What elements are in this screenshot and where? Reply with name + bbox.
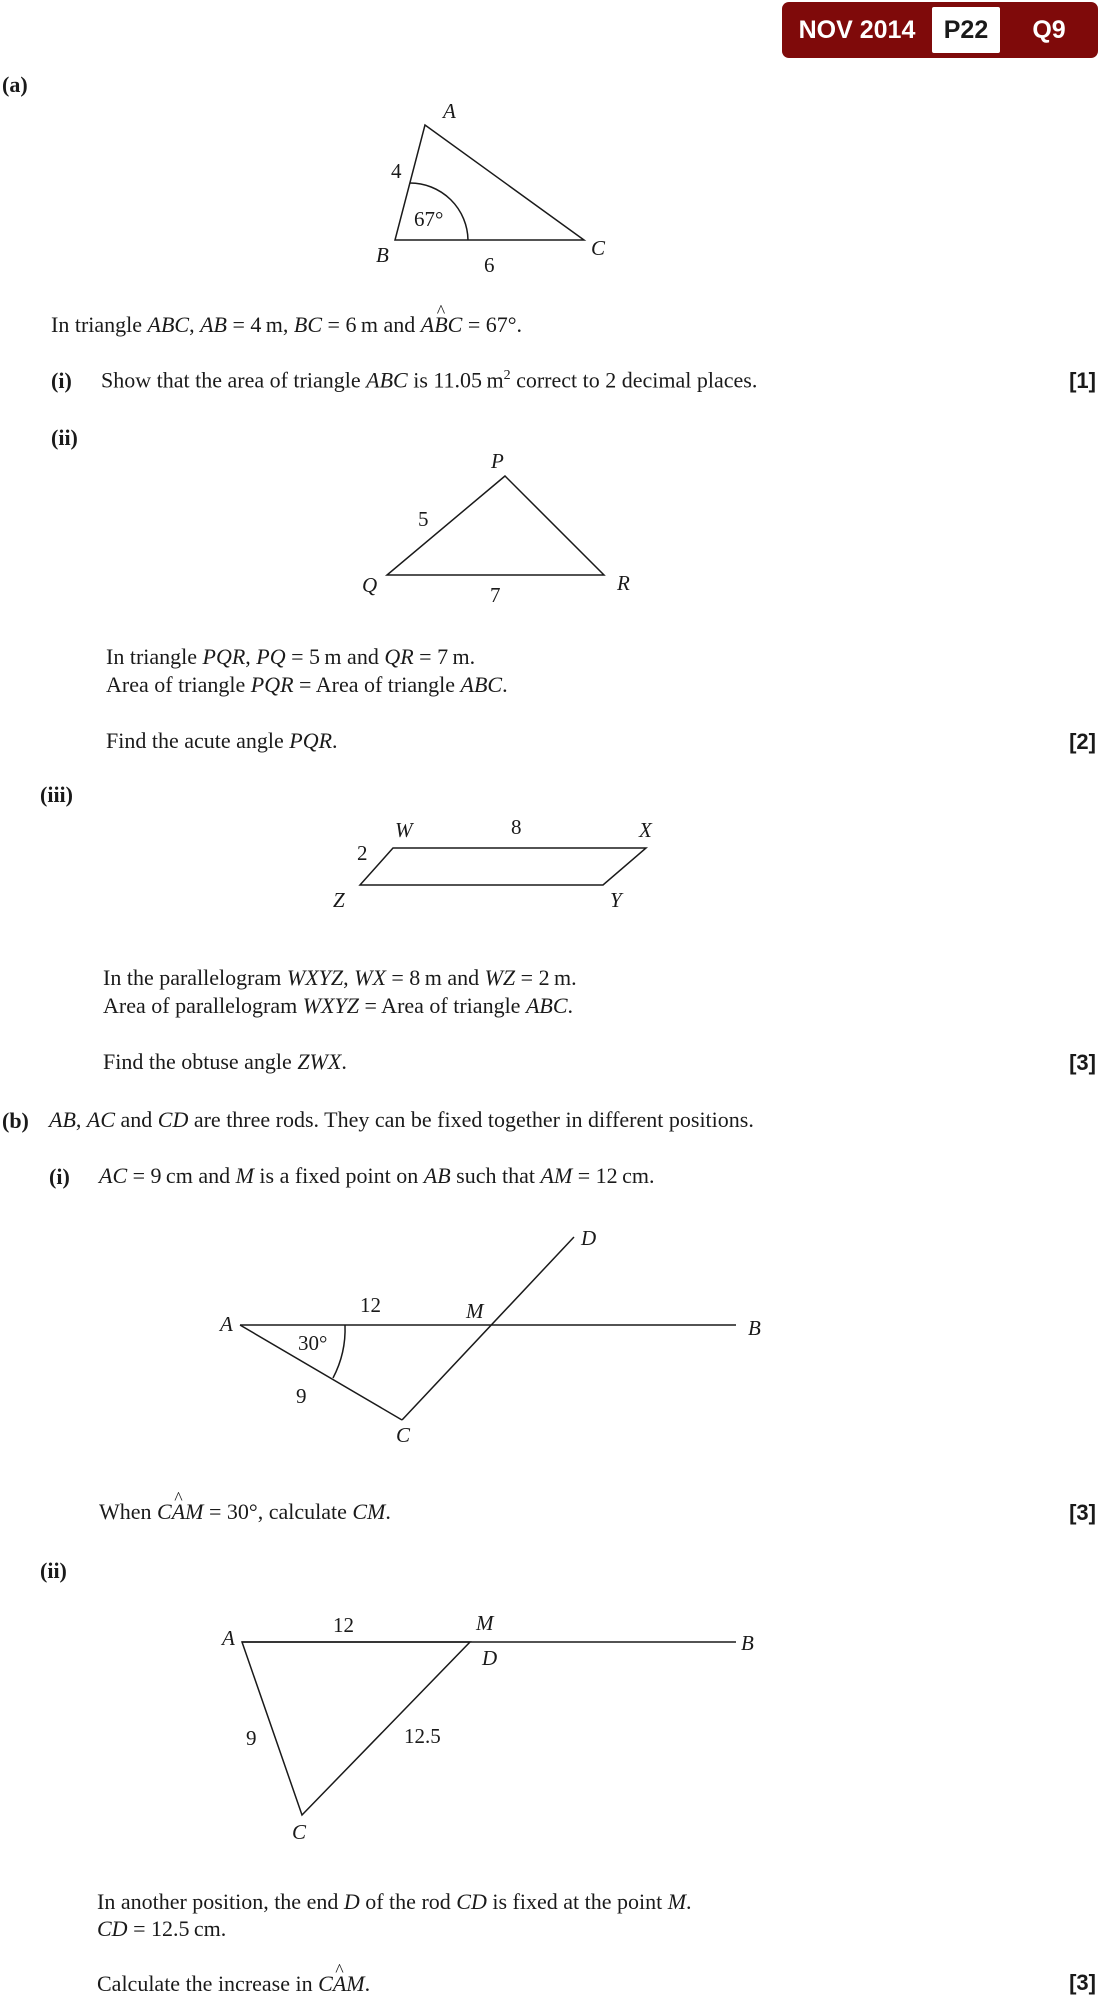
part-a-statement: In triangle ABC, AB = 4 m, BC = 6 m and A^ BC = 67°. bbox=[51, 313, 522, 337]
rods-position-1-diagram bbox=[218, 1226, 761, 1447]
triangle-abc-diagram bbox=[376, 99, 606, 277]
vertex-w-label: W bbox=[395, 818, 413, 842]
length-am: 12 bbox=[360, 1293, 381, 1317]
length-ac: 9 bbox=[296, 1384, 307, 1408]
paper-number: P22 bbox=[932, 7, 1000, 53]
part-b-i-label: (i) bbox=[49, 1164, 70, 1189]
part-b-intro: AB, AC and CD are three rods. They can be fixed together in different positions. bbox=[49, 1107, 754, 1132]
parallelogram-wxyz-diagram bbox=[333, 815, 653, 912]
point-b-label: B bbox=[741, 1631, 754, 1655]
part-b-ii-statement-2: CD = 12.5 cm. bbox=[97, 1916, 227, 1941]
vertex-p-label: P bbox=[491, 449, 504, 473]
side-wx-length: 8 bbox=[511, 815, 522, 839]
part-b-i-marks: [3] bbox=[1069, 1500, 1096, 1525]
exam-session: NOV 2014 bbox=[798, 15, 916, 44]
vertex-r-label: R bbox=[617, 571, 630, 595]
side-bc-length: 6 bbox=[484, 253, 495, 277]
vertex-a-label: A bbox=[443, 99, 456, 123]
side-qr-length: 7 bbox=[490, 583, 501, 607]
vertex-b-label: B bbox=[376, 243, 389, 267]
part-a-ii-marks: [2] bbox=[1069, 729, 1096, 754]
part-a-i-question: Show that the area of triangle ABC is 11.05 $m^2$ correct to 2 decimal places. bbox=[101, 367, 758, 393]
part-b-ii-statement-1: In another position, the end D of the rod CD is fixed at the point M. bbox=[97, 1889, 692, 1914]
part-a-iii-statement-1: In the parallelogram WXYZ, WX = 8 m and WZ = 2 m. bbox=[103, 965, 577, 990]
part-a-ii-question: Find the acute angle PQR. bbox=[106, 728, 338, 753]
part-b-i-statement: AC = 9 cm and M is a fixed point on AB such that AM = 12 cm. bbox=[99, 1163, 655, 1188]
part-b-ii-label: (ii) bbox=[40, 1558, 67, 1583]
point-d-label: D bbox=[581, 1226, 597, 1250]
side-pq-length: 5 bbox=[418, 507, 429, 531]
length-ac: 9 bbox=[246, 1726, 257, 1750]
part-b-ii-marks: [3] bbox=[1069, 1970, 1096, 1995]
rods-position-2-diagram bbox=[220, 1611, 754, 1844]
triangle-pqr-diagram bbox=[362, 449, 630, 607]
point-d-label: D bbox=[482, 1646, 498, 1670]
part-a-iii-statement-2: Area of parallelogram WXYZ = Area of triangle ABC. bbox=[103, 993, 574, 1018]
point-m-label: M bbox=[466, 1299, 484, 1323]
point-c-label: C bbox=[292, 1820, 307, 1844]
part-b-label: (b) bbox=[2, 1108, 29, 1133]
part-a-ii-statement-1: In triangle PQR, PQ = 5 m and QR = 7 m. bbox=[106, 644, 476, 669]
point-c-label: C bbox=[396, 1423, 411, 1447]
vertex-c-label: C bbox=[591, 236, 606, 260]
parallelogram-wxyz bbox=[360, 848, 646, 885]
part-b-ii-question: Calculate the increase in C^ AM. bbox=[97, 1972, 370, 1996]
part-a-ii-label: (ii) bbox=[51, 425, 78, 450]
part-a-i-label: (i) bbox=[51, 368, 72, 393]
part-a-ii-statement-2: Area of triangle PQR = Area of triangle ABC. bbox=[106, 672, 508, 697]
side-ab-length: 4 bbox=[391, 159, 402, 183]
point-m-label: M bbox=[476, 1611, 494, 1635]
part-b-i-question: When C^ AM = 30°, calculate CM. bbox=[99, 1500, 391, 1524]
vertex-y-label: Y bbox=[610, 888, 622, 912]
part-a-iii-label: (iii) bbox=[40, 782, 73, 807]
vertex-z-label: Z bbox=[333, 888, 345, 912]
part-a-i-marks: [1] bbox=[1069, 368, 1096, 393]
point-a-label: A bbox=[220, 1312, 233, 1336]
vertex-x-label: X bbox=[639, 818, 652, 842]
side-wz-length: 2 bbox=[357, 841, 368, 865]
question-number: Q9 bbox=[1032, 15, 1066, 44]
point-b-label: B bbox=[748, 1316, 761, 1340]
length-am: 12 bbox=[333, 1613, 354, 1637]
part-a-label: (a) bbox=[2, 72, 28, 97]
angle-cam-value: 30° bbox=[298, 1331, 328, 1355]
vertex-q-label: Q bbox=[362, 573, 378, 597]
length-cd: 12.5 bbox=[404, 1724, 441, 1748]
angle-b-value: 67° bbox=[414, 207, 444, 231]
point-a-label: A bbox=[222, 1626, 235, 1650]
part-a-iii-question: Find the obtuse angle ZWX. bbox=[103, 1049, 347, 1074]
part-b-intro-text: are three rods. They can be fixed together in different positions. bbox=[193, 1107, 754, 1132]
angle-cam-arc bbox=[333, 1325, 345, 1378]
rod-cd bbox=[402, 1237, 574, 1420]
part-a-iii-marks: [3] bbox=[1069, 1050, 1096, 1075]
